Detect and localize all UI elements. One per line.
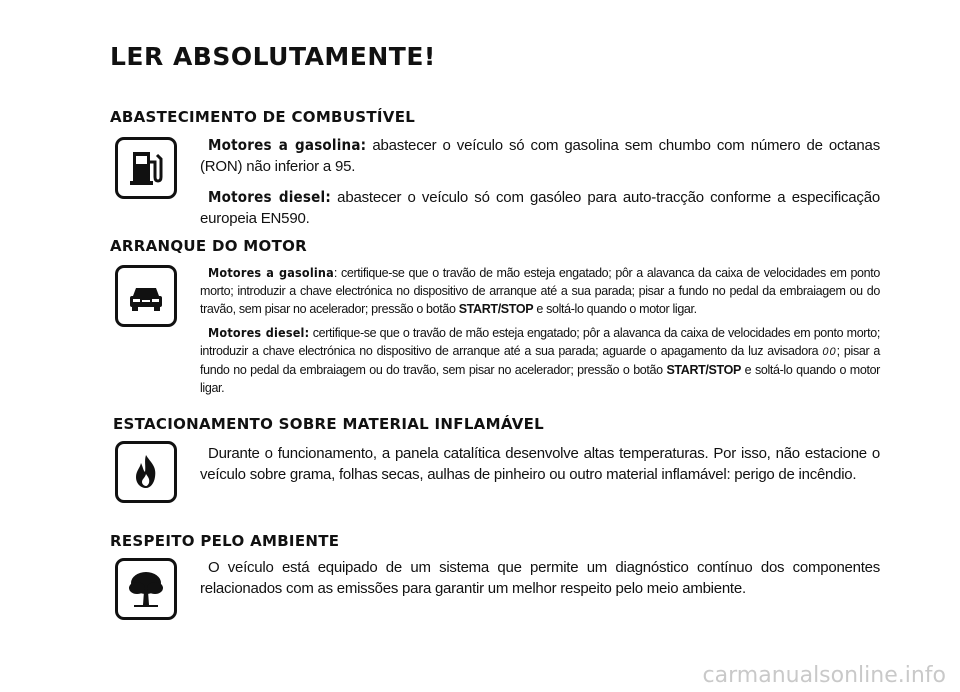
fuel-diesel-lead: Motores diesel:	[208, 188, 331, 206]
section-heading-fuel: ABASTECIMENTO DE COMBUSTÍVEL	[110, 108, 416, 126]
fuel-diesel-text: abastecer o veículo só com gasóleo para auto-tracção conforme a especificação europeia EN590.	[200, 189, 880, 227]
fuel-pump-icon	[115, 137, 177, 199]
flammable-paragraph: Durante o funcionamento, a panela catalítica desenvolve altas temperaturas. Por isso, não estacione o veículo sobre grama, folhas secas, aulhas de pinheiro ou outro material inflamável: perigo de incêndio.	[200, 445, 880, 483]
fuel-petrol-paragraph	[200, 135, 880, 177]
start-diesel-lead: Motores diesel:	[208, 325, 310, 340]
fuel-petrol-text: abastecer o veículo só com gasolina sem chumbo com número de octanas (RON) não inferior a 95.	[200, 137, 880, 175]
start-petrol-text-b: e soltá-lo quando o motor ligar.	[533, 302, 697, 316]
start-diesel-text-b: ; pisar a fundo no pedal da embraiagem ou do travão, sem pisar no acelerador; pressão o botão	[200, 344, 880, 377]
section-body-flammable	[200, 443, 880, 485]
page-title: LER ABSOLUTAMENTE!	[110, 42, 436, 71]
fuel-diesel-paragraph	[200, 187, 880, 229]
section-body-fuel	[200, 135, 880, 229]
watermark: carmanualsonline.info	[702, 663, 946, 688]
start-stop-button-label: START/STOP	[458, 302, 534, 316]
start-petrol-paragraph	[200, 264, 880, 318]
car-front-icon	[115, 265, 177, 327]
glow-plug-warning-icon: 00	[822, 346, 837, 358]
flame-icon	[115, 441, 177, 503]
tree-icon	[115, 558, 177, 620]
section-heading-environment: RESPEITO PELO AMBIENTE	[110, 532, 340, 550]
section-heading-engine-start: ARRANQUE DO MOTOR	[110, 237, 308, 255]
start-petrol-lead: Motores a gasolina	[208, 265, 334, 280]
start-diesel-paragraph	[200, 324, 880, 397]
environment-paragraph: O veículo está equipado de um sistema que permite um diagnóstico contínuo dos componentes relacionados com as emissões para garantir um melhor respeito pelo meio ambiente.	[200, 559, 880, 597]
section-body-engine-start	[200, 264, 880, 397]
section-heading-flammable: ESTACIONAMENTO SOBRE MATERIAL INFLAMÁVEL	[113, 415, 545, 433]
fuel-petrol-lead: Motores a gasolina:	[208, 136, 367, 154]
start-diesel-text-c: e soltá-lo quando o motor ligar.	[200, 363, 880, 395]
section-body-environment	[200, 557, 880, 599]
start-stop-button-label-diesel: START/STOP	[666, 363, 741, 377]
start-diesel-text-a: certifique-se que o travão de mão esteja engatado; pôr a alavanca da caixa de velocidades em ponto morto; introduzir a chave electrónica no dispositivo de arranque até a sua parada; aguarde o apagamento da luz avisadora	[200, 326, 880, 358]
start-petrol-text-a: : certifique-se que o travão de mão esteja engatado; pôr a alavanca da caixa de velocidades em ponto morto; introduzir a chave electrónica no dispositivo de arranque até a sua parada; pisar a fundo no pedal da embraiagem ou do travão, sem pisar no acelerador; pressão o botão	[200, 266, 880, 316]
